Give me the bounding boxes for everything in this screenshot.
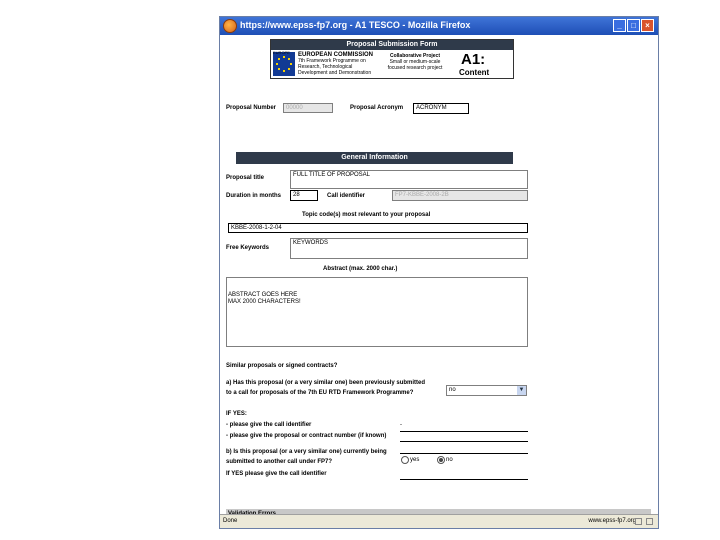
form-section: Content [459, 68, 490, 77]
give-call-value: - [400, 422, 402, 428]
question-b-no-radio[interactable] [437, 456, 445, 464]
chevron-down-icon[interactable]: ▼ [518, 387, 525, 393]
page-content [220, 35, 658, 505]
question-b-line1: b) Is this proposal (or a very similar one) currently being [226, 449, 387, 455]
abstract-field[interactable] [226, 277, 528, 347]
give-call-label: - please give the call identifier [226, 422, 312, 428]
proposal-number-field[interactable]: 00000 [283, 103, 333, 113]
abstract-heading: Abstract (max. 2000 char.) [323, 266, 398, 272]
ec-line: Development and Demonstration [298, 70, 372, 76]
ec-title: EUROPEAN COMMISSION [298, 52, 374, 58]
section-header: General Information [236, 152, 513, 164]
minimize-button[interactable]: _ [613, 19, 626, 32]
question-b-yes-radio[interactable] [401, 456, 409, 464]
question-b-line2: submitted to another call under FP7? [226, 459, 333, 465]
project-type-line: Collaborative Project [389, 53, 440, 59]
keywords-field[interactable]: KEYWORDS [290, 238, 528, 259]
eu-label: EUROPE [273, 50, 290, 55]
similar-heading: Similar proposals or signed contracts? [226, 363, 338, 369]
close-button[interactable]: × [641, 19, 654, 32]
ec-line: 7th Framework Programme on [298, 58, 366, 64]
form-banner [270, 39, 514, 79]
browser-window [219, 16, 659, 529]
duration-field[interactable]: 28 [290, 190, 318, 201]
question-a-select[interactable] [446, 385, 527, 396]
question-b-yes-label: yes [410, 457, 420, 463]
project-type [379, 53, 451, 71]
question-a-line2: to a call for proposals of the 7th EU RTD Framework Programme? [226, 390, 414, 396]
ec-line: Research, Technological [298, 64, 353, 70]
topic-code-field[interactable]: KBBE-2008-1-2-04 [228, 223, 528, 233]
proposal-number-label: Proposal Number [226, 105, 277, 111]
form-code: A1: [461, 51, 486, 68]
if-yes-b-label: If YES please give the call identifier [226, 471, 327, 477]
question-a-value: no [449, 387, 456, 393]
title-bar [220, 17, 658, 35]
give-number-label: - please give the proposal or contract number (if known) [226, 433, 387, 439]
status-url: www.epss-fp7.org [588, 518, 636, 524]
keywords-label: Free Keywords [226, 245, 270, 251]
eu-flag-icon [273, 52, 295, 76]
give-number-field[interactable] [400, 441, 528, 442]
proposal-title-label: Proposal title [226, 175, 265, 181]
question-b-no-label: no [446, 457, 453, 463]
project-type-line: focused research project [387, 65, 443, 71]
project-type-line: Small or medium-scale [389, 59, 441, 65]
question-b-divider [400, 453, 528, 454]
call-identifier-label: Call identifier [327, 193, 366, 199]
banner-heading: Proposal Submission Form [271, 40, 513, 50]
if-yes-b-field[interactable] [400, 479, 528, 480]
proposal-title-field[interactable]: FULL TITLE OF PROPOSAL [290, 170, 528, 189]
if-yes-label: IF YES: [226, 411, 247, 417]
ec-text [298, 52, 378, 76]
topic-heading: Topic code(s) most relevant to your proposal [302, 212, 431, 218]
status-text: Done [223, 518, 238, 524]
call-identifier-field[interactable]: FP7-KBBE-2008-2B [392, 190, 528, 201]
window-title: https://www.epss-fp7.org - A1 TESCO - Mozilla Firefox [240, 20, 471, 30]
status-bar [220, 514, 658, 528]
question-a-line1: a) Has this proposal (or a very similar one) been previously submitted [226, 380, 426, 386]
firefox-icon [223, 19, 237, 33]
maximize-button[interactable]: □ [627, 19, 640, 32]
lock-icon [635, 518, 642, 525]
resize-grip-icon[interactable] [646, 518, 653, 525]
proposal-acronym-field[interactable]: ACRONYM [413, 103, 469, 114]
proposal-acronym-label: Proposal Acronym [350, 105, 404, 111]
give-call-field[interactable] [400, 431, 528, 432]
abstract-text: ABSTRACT GOES HERE MAX 2000 CHARACTERS! [228, 292, 301, 305]
duration-label: Duration in months [226, 193, 281, 199]
